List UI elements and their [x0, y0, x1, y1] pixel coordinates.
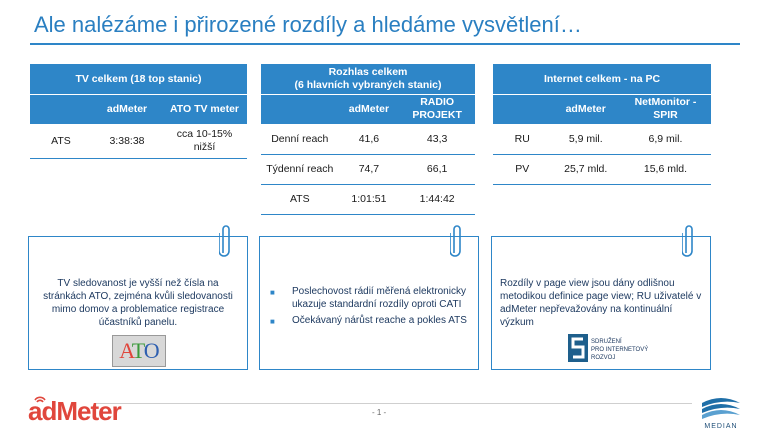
- tv-col-admeter: adMeter: [106, 103, 148, 116]
- row-label: RU: [493, 124, 552, 154]
- ato-logo: ATO: [112, 335, 166, 367]
- internet-col-netmonitor: NetMonitor - SPIR: [634, 96, 697, 122]
- cell-value: 6,9 mil.: [620, 124, 711, 154]
- list-item: [270, 314, 470, 327]
- footer-divider: [96, 403, 692, 404]
- cell-value: 5,9 mil.: [552, 124, 620, 154]
- tv-table: [30, 64, 247, 159]
- paperclip-icon: [450, 223, 464, 259]
- internet-table: [493, 64, 711, 185]
- cell-value: cca 10-15% nižší: [162, 124, 247, 158]
- row-label: Týdenní reach: [261, 154, 339, 184]
- radio-table-header: [261, 64, 475, 94]
- tv-note-text: TV sledovanost je vyšší než čísla na stránkách ATO, zejména kvůli sledovanosti mimo domov a problematice registrace účastníků panelu.: [43, 278, 233, 328]
- tv-corner-cell: [30, 94, 92, 124]
- internet-corner-cell: [493, 94, 552, 124]
- tv-table-header: TV celkem (18 top stanic): [75, 72, 202, 85]
- radio-col-project: RADIO PROJEKT: [412, 96, 462, 122]
- median-logo: [696, 395, 746, 429]
- admeter-logo-text: adMeter: [28, 396, 121, 426]
- radio-header-line1: Rozhlas celkem: [328, 65, 408, 78]
- tv-col-ato: ATO TV meter: [169, 103, 240, 116]
- cell-value: 3:38:38: [92, 124, 162, 158]
- spir-logo-line1: SDRUŽENÍ: [591, 339, 622, 345]
- radio-table: [261, 64, 475, 215]
- page-number: - 1 -: [372, 408, 387, 417]
- table-row: [493, 124, 711, 154]
- cell-value: 74,7: [339, 154, 400, 184]
- table-row: [30, 124, 247, 158]
- admeter-logo: [28, 396, 121, 427]
- spir-logo-line2: PRO INTERNETOVÝ: [591, 347, 648, 353]
- paperclip-icon: [682, 223, 696, 259]
- signal-icon: [34, 390, 46, 404]
- cell-value: 43,3: [399, 124, 475, 154]
- bullet-icon: ■: [270, 317, 275, 326]
- table-row: [493, 154, 711, 184]
- bullet-icon: ■: [270, 288, 275, 297]
- cell-value: 1:01:51: [339, 184, 400, 214]
- row-label: ATS: [30, 124, 92, 158]
- bullet-text: Očekávaný nárůst reache a pokles ATS: [292, 315, 467, 326]
- paperclip-icon: [219, 223, 233, 259]
- cell-value: 25,7 mld.: [552, 154, 620, 184]
- spir-logo: [568, 332, 648, 366]
- cell-value: 1:44:42: [399, 184, 475, 214]
- cell-value: 15,6 mld.: [620, 154, 711, 184]
- row-label: PV: [493, 154, 552, 184]
- title-divider: [30, 43, 740, 45]
- internet-note-text: Rozdíly v page view jsou dány odlišnou metodikou definice page view; RU uživatelé v adMeter nepřevažovány na kontinuální výzkum: [500, 278, 702, 328]
- internet-col-admeter: adMeter: [565, 103, 606, 116]
- table-row: [261, 184, 475, 214]
- median-logo-text: MEDIAN: [704, 423, 738, 429]
- row-label: ATS: [261, 184, 339, 214]
- bullet-text: Poslechovost rádií měřená elektronicky ukazuje standardní rozdíly oproti CATI: [292, 286, 466, 310]
- cell-value: 41,6: [339, 124, 400, 154]
- table-row: [261, 124, 475, 154]
- slide-title: Ale nalézáme i přirozené rozdíly a hledáme vysvětlení…: [34, 12, 582, 37]
- radio-note-box: [259, 236, 479, 370]
- radio-note-list: [270, 285, 470, 330]
- table-row: [261, 154, 475, 184]
- radio-corner-cell: [261, 94, 339, 124]
- row-label: Denní reach: [261, 124, 339, 154]
- radio-header-line2: (6 hlavních vybraných stanic): [294, 78, 442, 91]
- cell-value: 66,1: [399, 154, 475, 184]
- spir-logo-line3: ROZVOJ: [591, 355, 616, 361]
- internet-table-header: Internet celkem - na PC: [543, 72, 661, 85]
- list-item: [270, 285, 470, 311]
- radio-col-admeter: adMeter: [348, 103, 390, 116]
